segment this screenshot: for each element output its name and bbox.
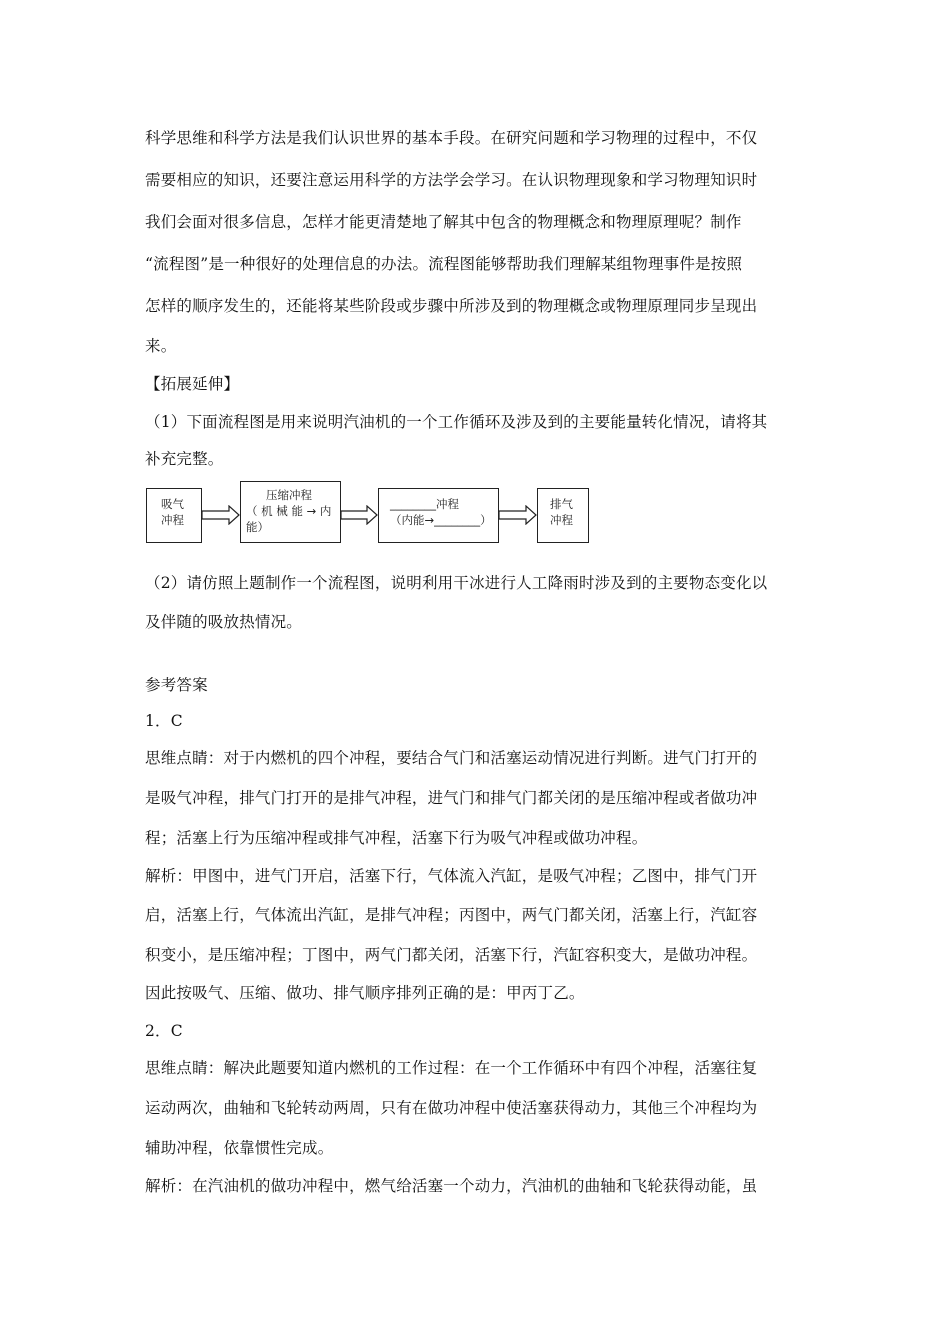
hollow-arrow-icon xyxy=(202,505,240,525)
flow-box-power xyxy=(378,488,499,543)
flow-box-text: 能） xyxy=(246,520,269,534)
flow-box-text: （内能→________） xyxy=(390,513,492,527)
flow-box-compression xyxy=(240,481,341,543)
flow-box-intake xyxy=(146,488,202,543)
question-2-line: （2）请仿照上题制作一个流程图，说明利用干冰进行人工降雨时涉及到的主要物态变化以 xyxy=(145,574,768,592)
answer-1-number: 1．C xyxy=(145,712,183,730)
hollow-arrow-icon xyxy=(499,505,537,525)
flow-box-text: 吸气 xyxy=(161,497,184,511)
answer-2-line: 解析：在汽油机的做功冲程中，燃气给活塞一个动力，汽油机的曲轴和飞轮获得动能，虽 xyxy=(145,1177,758,1195)
question-1-line: 补充完整。 xyxy=(145,450,224,468)
answer-1-line: 解析：甲图中，进气门开启，活塞下行，气体流入汽缸，是吸气冲程；乙图中，排气门开 xyxy=(145,867,758,885)
answer-2-line: 运动两次，曲轴和飞轮转动两周，只有在做功冲程中使活塞获得动力，其他三个冲程均为 xyxy=(145,1099,758,1117)
intro-line: 科学思维和科学方法是我们认识世界的基本手段。在研究问题和学习物理的过程中，不仅 xyxy=(145,129,758,147)
answer-1-line: 程；活塞上行为压缩冲程或排气冲程，活塞下行为吸气冲程或做功冲程。 xyxy=(145,829,648,847)
answer-1-line: 积变小，是压缩冲程；丁图中，两气门都关闭，活塞下行，汽缸容积变大，是做功冲程。 xyxy=(145,946,758,964)
flow-box-text: 压缩冲程 xyxy=(266,488,312,502)
intro-line: 需要相应的知识，还要注意运用科学的方法学会学习。在认识物理现象和学习物理知识时 xyxy=(145,171,758,189)
answer-2-number: 2．C xyxy=(145,1022,183,1040)
flow-box-text: （ 机 械 能 → 内 xyxy=(246,504,332,518)
flow-box-text: ________冲程 xyxy=(390,497,459,511)
answer-1-line: 是吸气冲程，排气门打开的是排气冲程，进气门和排气门都关闭的是压缩冲程或者做功冲 xyxy=(145,789,758,807)
answer-2-line: 思维点睛：解决此题要知道内燃机的工作过程：在一个工作循环中有四个冲程，活塞往复 xyxy=(145,1059,758,1077)
intro-line: 来。 xyxy=(145,337,177,355)
answer-2-line: 辅助冲程，依靠惯性完成。 xyxy=(145,1139,334,1157)
answer-1-line: 因此按吸气、压缩、做功、排气顺序排列正确的是：甲丙丁乙。 xyxy=(145,984,585,1002)
flowchart xyxy=(145,481,595,545)
flow-box-text: 冲程 xyxy=(161,513,184,527)
intro-line: 我们会面对很多信息，怎样才能更清楚地了解其中包含的物理概念和物理原理呢？制作 xyxy=(145,213,742,231)
flow-box-text: 排气 xyxy=(550,497,573,511)
answer-1-line: 思维点睛：对于内燃机的四个冲程，要结合气门和活塞运动情况进行判断。进气门打开的 xyxy=(145,749,758,767)
question-1-line: （1）下面流程图是用来说明汽油机的一个工作循环及涉及到的主要能量转化情况，请将其 xyxy=(145,413,768,431)
flow-box-exhaust xyxy=(537,488,589,543)
hollow-arrow-icon xyxy=(341,505,378,525)
answer-1-line: 启，活塞上行，气体流出汽缸，是排气冲程；丙图中，两气门都关闭，活塞上行，汽缸容 xyxy=(145,906,758,924)
intro-line: 怎样的顺序发生的，还能将某些阶段或步骤中所涉及到的物理概念或物理原理同步呈现出 xyxy=(145,297,758,315)
question-2-line: 及伴随的吸放热情况。 xyxy=(145,613,303,631)
answers-heading: 参考答案 xyxy=(145,676,208,694)
flow-box-text: 冲程 xyxy=(550,513,573,527)
extension-heading: 【拓展延伸】 xyxy=(145,375,240,393)
intro-line: “流程图”是一种很好的处理信息的办法。流程图能够帮助我们理解某组物理事件是按照 xyxy=(145,255,743,273)
